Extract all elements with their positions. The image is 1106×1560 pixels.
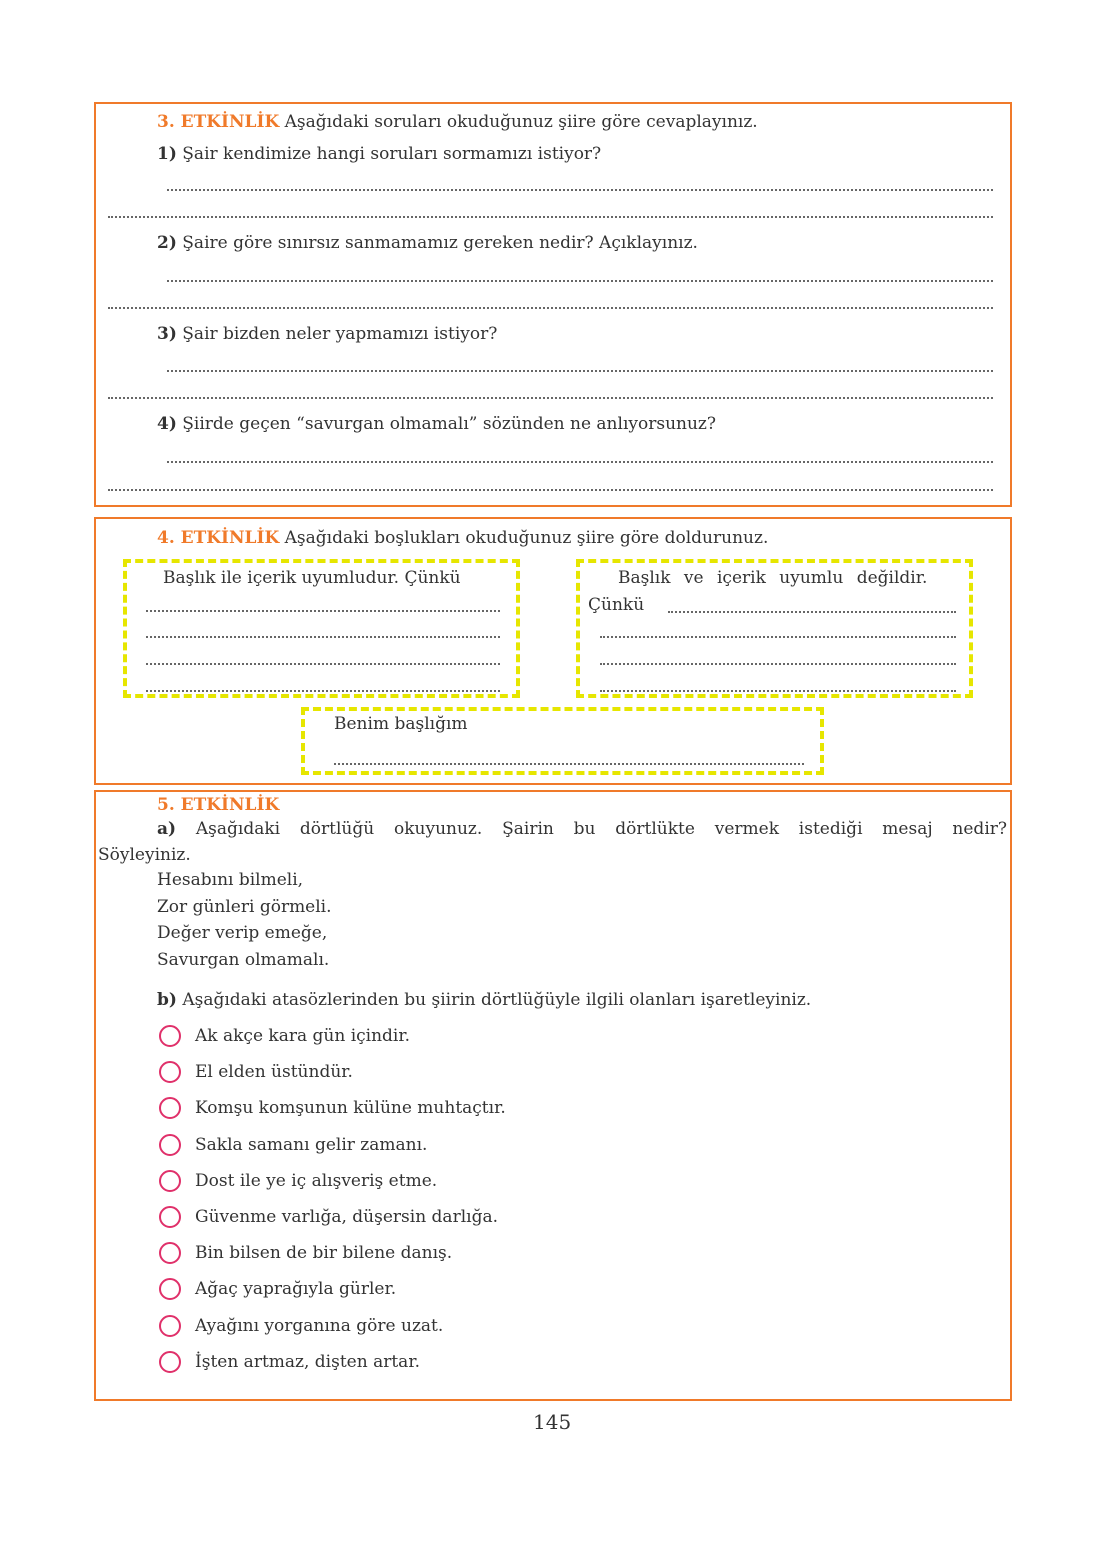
- option-checkbox[interactable]: [159, 1025, 181, 1047]
- option-checkbox[interactable]: [159, 1351, 181, 1373]
- part-a-number: a): [157, 819, 177, 839]
- question-number: 2): [157, 233, 177, 253]
- question-text: Şiirde geçen “savurgan olmamalı” sözünden ne anlıyorsunuz?: [182, 414, 716, 434]
- question-text: Şair bizden neler yapmamızı istiyor?: [182, 324, 498, 344]
- part-a-question: [157, 819, 1007, 839]
- question-number: 4): [157, 414, 177, 434]
- activity-3-label: 3. ETKİNLİK: [157, 112, 280, 132]
- incompatible-label: Başlık ve içerik uyumlu değildir.: [618, 568, 928, 588]
- answer-line[interactable]: [334, 763, 804, 765]
- option-label: İşten artmaz, dişten artar.: [195, 1351, 420, 1372]
- question-text: Şaire göre sınırsız sanmamamız gereken nedir? Açıklayınız.: [182, 233, 698, 253]
- answer-line[interactable]: [600, 636, 956, 638]
- answer-line[interactable]: [167, 370, 993, 372]
- question-text: Şair kendimize hangi soruları sormamızı istiyor?: [182, 144, 602, 164]
- activity-4-label: 4. ETKİNLİK: [157, 528, 280, 548]
- my-title-label: Benim başlığım: [334, 714, 468, 734]
- option-checkbox[interactable]: [159, 1206, 181, 1228]
- answer-line[interactable]: [167, 280, 993, 282]
- answer-line[interactable]: [600, 690, 956, 692]
- part-b-question: [157, 990, 811, 1010]
- answer-line[interactable]: [146, 690, 500, 692]
- part-b-text: Aşağıdaki atasözlerinden bu şiirin dörtlüğüyle ilgili olanları işaretleyiniz.: [182, 990, 812, 1010]
- page-number: 145: [533, 1410, 572, 1434]
- part-a-text: Aşağıdaki dörtlüğü okuyunuz. Şairin bu dörtlükte vermek istediği mesaj nedir?: [195, 819, 1007, 839]
- option-label: Sakla samanı gelir zamanı.: [195, 1134, 428, 1155]
- activity-4-heading: [157, 528, 768, 548]
- option-label: Ağaç yaprağıyla gürler.: [195, 1279, 397, 1300]
- answer-line[interactable]: [108, 307, 993, 309]
- poem-line: Hesabını bilmeli,: [157, 870, 304, 890]
- activity-3-instruction: Aşağıdaki soruları okuduğunuz şiire göre cevaplayınız.: [284, 112, 758, 132]
- question-2: [157, 233, 698, 253]
- option-checkbox[interactable]: [159, 1134, 181, 1156]
- answer-line[interactable]: [146, 610, 500, 612]
- answer-line[interactable]: [108, 397, 993, 399]
- activity-4-instruction: Aşağıdaki boşlukları okuduğunuz şiire göre doldurunuz.: [284, 528, 769, 548]
- option-label: Ak akçe kara gün içindir.: [195, 1026, 411, 1046]
- question-4: [157, 414, 716, 434]
- answer-line[interactable]: [600, 663, 956, 665]
- option-label: Güvenme varlığa, düşersin darlığa.: [195, 1207, 498, 1227]
- option-label: El elden üstündür.: [195, 1062, 353, 1083]
- option-checkbox[interactable]: [159, 1315, 181, 1337]
- answer-line[interactable]: [668, 611, 956, 613]
- option-label: Komşu komşunun külüne muhtaçtır.: [195, 1098, 506, 1119]
- answer-line[interactable]: [167, 189, 993, 191]
- answer-line[interactable]: [108, 489, 993, 491]
- activity-5-label: 5. ETKİNLİK: [157, 795, 280, 815]
- because-label: Çünkü: [588, 595, 645, 615]
- option-label: Dost ile ye iç alışveriş etme.: [195, 1170, 438, 1191]
- poem-line: Savurgan olmamalı.: [157, 950, 330, 970]
- answer-line[interactable]: [108, 216, 993, 218]
- option-label: Ayağını yorganına göre uzat.: [195, 1315, 444, 1336]
- question-number: 3): [157, 324, 177, 344]
- compatible-label: Başlık ile içerik uyumludur. Çünkü: [163, 568, 461, 588]
- question-1: [157, 144, 601, 164]
- answer-line[interactable]: [146, 663, 500, 665]
- option-label: Bin bilsen de bir bilene danış.: [195, 1243, 453, 1264]
- question-3: [157, 324, 497, 344]
- part-b-number: b): [157, 990, 177, 1010]
- question-number: 1): [157, 144, 177, 164]
- answer-line[interactable]: [167, 461, 993, 463]
- poem-line: Zor günleri görmeli.: [157, 897, 332, 917]
- part-a-continuation: Söyleyiniz.: [98, 845, 191, 865]
- poem-line: Değer verip emeğe,: [157, 923, 328, 943]
- answer-line[interactable]: [146, 636, 500, 638]
- option-checkbox[interactable]: [159, 1170, 181, 1192]
- activity-3-heading: [157, 112, 758, 132]
